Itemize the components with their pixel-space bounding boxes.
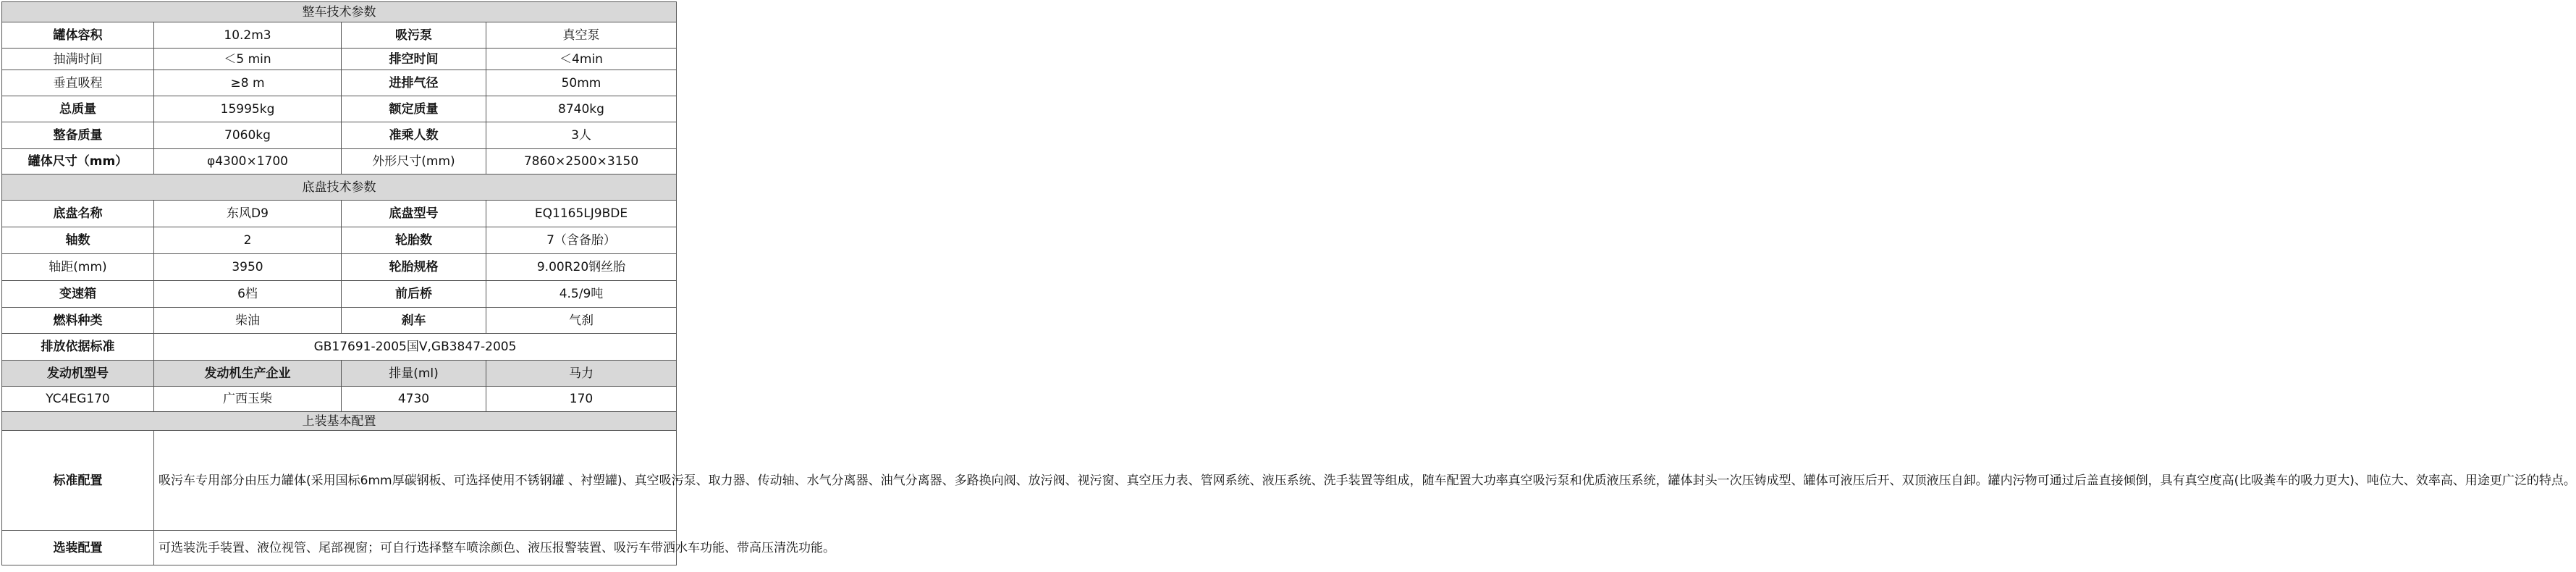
overall-size-value: 7860×2500×3150: [486, 149, 677, 174]
inlet-diameter-value: 50mm: [486, 70, 677, 96]
vertical-suction-label: 垂直吸程: [2, 70, 154, 96]
curb-mass-value: 7060kg: [154, 122, 342, 149]
table-row: [2, 387, 677, 412]
table-row: [2, 122, 677, 149]
axle-load-value: 4.5/9吨: [486, 281, 677, 308]
engine-model-value: YC4EG170: [2, 387, 154, 412]
horsepower-value: 170: [486, 387, 677, 412]
tank-volume-label: 罐体容积: [2, 22, 154, 49]
tire-spec-value: 9.00R20钢丝胎: [486, 254, 677, 281]
vertical-suction-value: ≥8 m: [154, 70, 342, 96]
tank-volume-value: 10.2m3: [154, 22, 342, 49]
total-mass-value: 15995kg: [154, 96, 342, 122]
optional-config-label: 选装配置: [2, 531, 154, 565]
fuel-type-label: 燃料种类: [2, 308, 154, 334]
tire-spec-label: 轮胎规格: [342, 254, 486, 281]
passengers-value: 3人: [486, 122, 677, 149]
table-row: [2, 281, 677, 308]
total-mass-label: 总质量: [2, 96, 154, 122]
suction-pump-label: 吸污泵: [342, 22, 486, 49]
table-row: [2, 361, 677, 387]
empty-time-value: ＜4min: [486, 49, 677, 70]
curb-mass-label: 整备质量: [2, 122, 154, 149]
wheelbase-value: 3950: [154, 254, 342, 281]
standard-config-label: 标准配置: [2, 431, 154, 531]
displacement-header: 排量(ml): [342, 361, 486, 387]
table-row: [2, 254, 677, 281]
gearbox-value: 6档: [154, 281, 342, 308]
optional-config-text: 可选装洗手装置、液位视管、尾部视窗；可自行选择整车喷涂颜色、液压报警装置、吸污车带洒水车功能、带高压清洗功能。: [154, 531, 677, 565]
chassis-section-title: 底盘技术参数: [2, 174, 677, 201]
tires-label: 轮胎数: [342, 227, 486, 254]
engine-maker-header: 发动机生产企业: [154, 361, 342, 387]
engine-maker-value: 广西玉柴: [154, 387, 342, 412]
table-row: [2, 227, 677, 254]
tank-size-value: φ4300×1700: [154, 149, 342, 174]
table-row: [2, 22, 677, 49]
chassis-model-label: 底盘型号: [342, 201, 486, 227]
table-row: [2, 334, 677, 361]
passengers-label: 准乘人数: [342, 122, 486, 149]
fill-time-value: ＜5 min: [154, 49, 342, 70]
horsepower-header: 马力: [486, 361, 677, 387]
table-row: [2, 431, 677, 531]
table-row: [2, 49, 677, 70]
table-row: [2, 531, 677, 565]
rated-mass-label: 额定质量: [342, 96, 486, 122]
rated-mass-value: 8740kg: [486, 96, 677, 122]
axle-load-label: 前后桥: [342, 281, 486, 308]
engine-model-header: 发动机型号: [2, 361, 154, 387]
fuel-type-value: 柴油: [154, 308, 342, 334]
table-row: [2, 96, 677, 122]
tires-value: 7（含备胎）: [486, 227, 677, 254]
spec-table: [1, 1, 2576, 565]
wheelbase-label: 轴距(mm): [2, 254, 154, 281]
chassis-model-value: EQ1165LJ9BDE: [486, 201, 677, 227]
brake-value: 气刹: [486, 308, 677, 334]
fill-time-label: 抽满时间: [2, 49, 154, 70]
vehicle-section-title: 整车技术参数: [2, 2, 677, 22]
displacement-value: 4730: [342, 387, 486, 412]
chassis-name-value: 东风D9: [154, 201, 342, 227]
brake-label: 刹车: [342, 308, 486, 334]
suction-pump-value: 真空泵: [486, 22, 677, 49]
table-row: [2, 308, 677, 334]
empty-time-label: 排空时间: [342, 49, 486, 70]
table-row: [2, 149, 677, 174]
gearbox-label: 变速箱: [2, 281, 154, 308]
inlet-diameter-label: 进排气径: [342, 70, 486, 96]
table-row: [2, 201, 677, 227]
emission-label: 排放依据标准: [2, 334, 154, 361]
standard-config-text: 吸污车专用部分由压力罐体(采用国标6mm厚碳钢板、可选择使用不锈钢罐 、衬塑罐)、真空吸污泵、取力器、传动轴、水气分离器、油气分离器、多路换向阀、放污阀、视污窗、真空压力表、管网系统、液压系统、洗手装置等组成，随车配置大功率真空吸污泵和优质液压系统，罐体封头一次压铸成型、罐体可液压后开、双顶液压自卸。罐内污物可通过后盖直接倾倒，具有真空度高(比吸粪车的吸力更大)、吨位大、效率高、用途更广泛的特点。: [154, 431, 677, 531]
table-row: [2, 70, 677, 96]
chassis-name-label: 底盘名称: [2, 201, 154, 227]
config-section-title: 上装基本配置: [2, 412, 677, 431]
axles-label: 轴数: [2, 227, 154, 254]
tank-size-label: 罐体尺寸（mm）: [2, 149, 154, 174]
overall-size-label: 外形尺寸(mm): [342, 149, 486, 174]
axles-value: 2: [154, 227, 342, 254]
emission-value: GB17691-2005国Ⅴ,GB3847-2005: [154, 334, 677, 361]
